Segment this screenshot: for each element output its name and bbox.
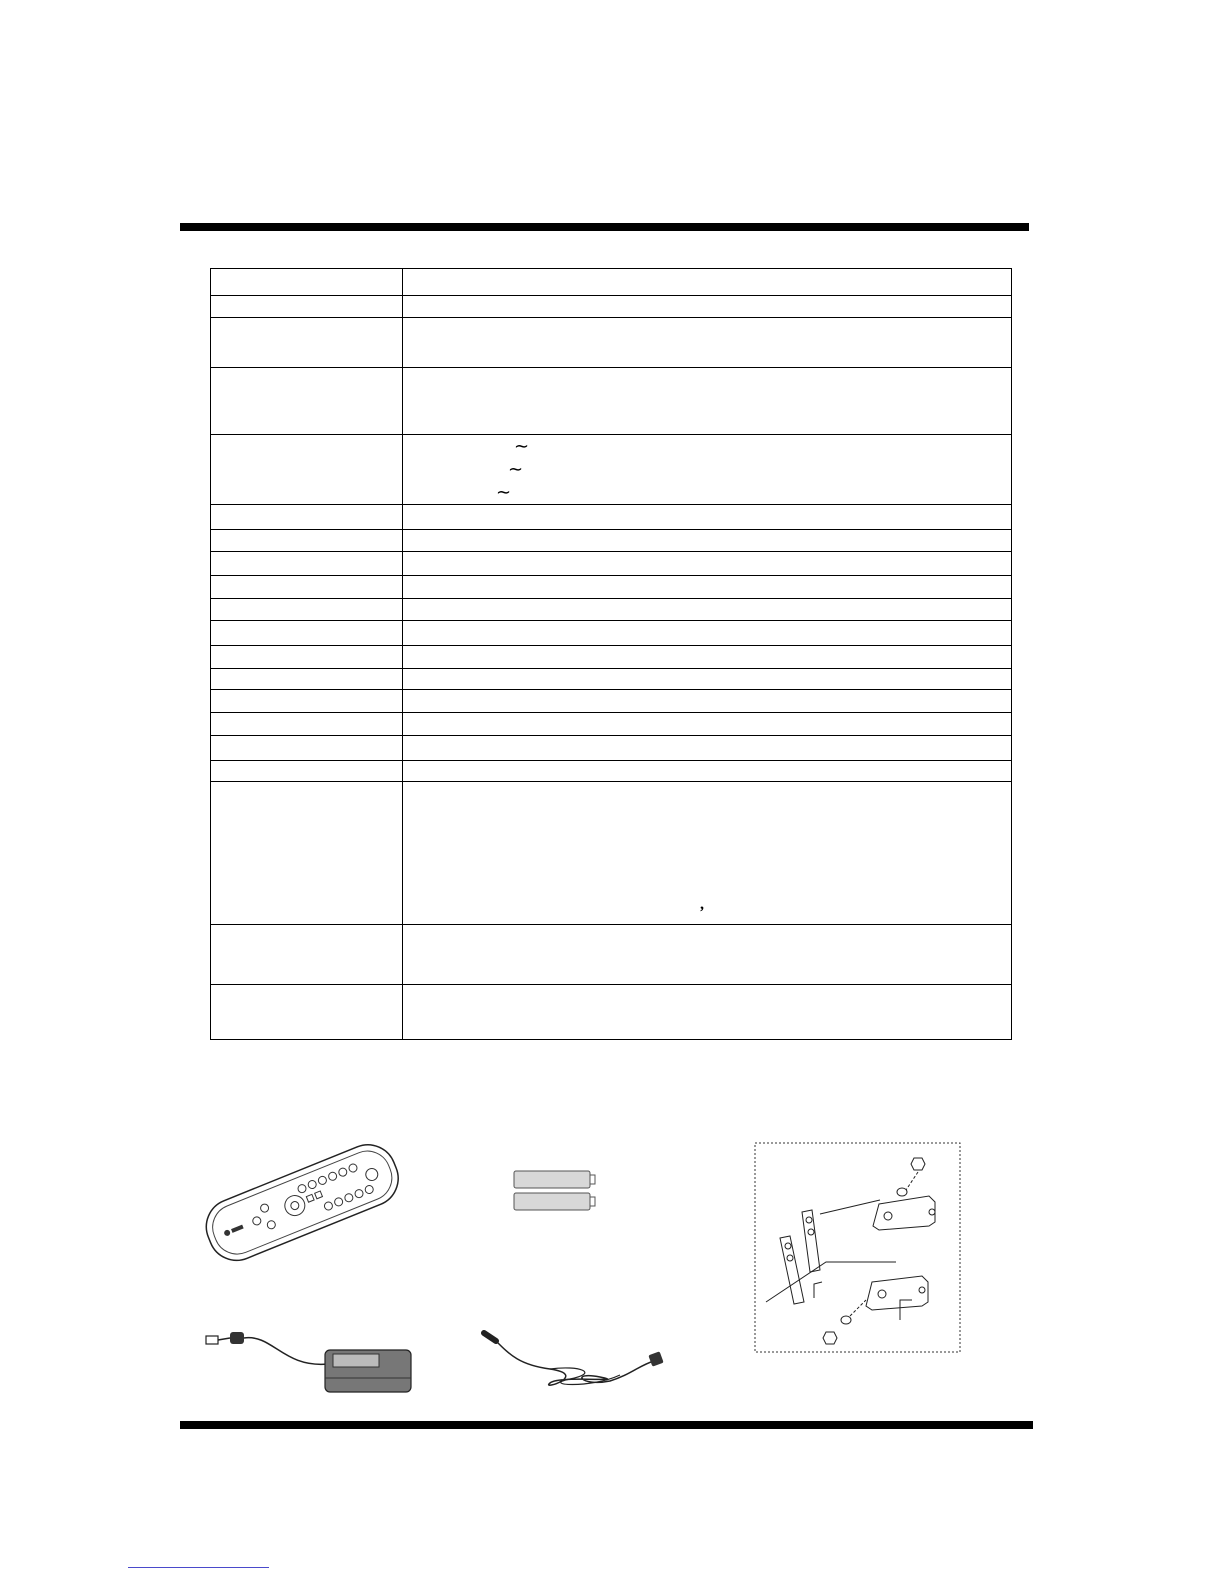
spec-label	[211, 761, 403, 782]
spec-value	[403, 646, 1012, 669]
spec-label	[211, 690, 403, 713]
table-row	[211, 761, 1012, 782]
tilde-mark: ∼	[508, 459, 524, 479]
spec-label	[211, 318, 403, 368]
spec-label	[211, 736, 403, 761]
specifications-table	[210, 268, 1012, 1040]
tilde-mark: ∼	[496, 482, 512, 502]
spec-value	[403, 713, 1012, 736]
table-row	[211, 368, 1012, 435]
spec-label	[211, 576, 403, 599]
table-row	[211, 296, 1012, 318]
table-row	[211, 505, 1012, 530]
power-cord-icon	[480, 1325, 666, 1393]
spec-label	[211, 985, 403, 1040]
table-row	[211, 690, 1012, 713]
spec-value	[403, 690, 1012, 713]
spec-value	[403, 985, 1012, 1040]
spec-value	[403, 269, 1012, 296]
table-row	[211, 736, 1012, 761]
link-underline	[128, 1567, 269, 1568]
spec-value	[403, 552, 1012, 576]
table-row	[211, 435, 1012, 505]
spec-label	[211, 646, 403, 669]
table-row	[211, 713, 1012, 736]
spec-value	[403, 925, 1012, 985]
spec-value	[403, 599, 1012, 621]
spec-label	[211, 621, 403, 646]
mounting-bracket-icon	[754, 1142, 962, 1354]
table-row	[211, 269, 1012, 296]
table-row	[211, 985, 1012, 1040]
spec-label	[211, 435, 403, 505]
table-row	[211, 576, 1012, 599]
spec-label	[211, 925, 403, 985]
spec-value	[403, 576, 1012, 599]
spec-value	[403, 435, 1012, 505]
spec-label	[211, 669, 403, 690]
power-adapter-icon	[203, 1328, 415, 1398]
spec-label	[211, 552, 403, 576]
table-row	[211, 621, 1012, 646]
comma-mark: ,	[700, 896, 704, 913]
spec-value	[403, 318, 1012, 368]
spec-label	[211, 530, 403, 552]
table-row	[211, 530, 1012, 552]
spec-label	[211, 368, 403, 435]
table-row	[211, 925, 1012, 985]
spec-value	[403, 505, 1012, 530]
table-row	[211, 318, 1012, 368]
spec-value	[403, 530, 1012, 552]
table-row	[211, 782, 1012, 925]
table-row	[211, 599, 1012, 621]
spec-label	[211, 505, 403, 530]
spec-value	[403, 368, 1012, 435]
bottom-rule	[180, 1421, 1033, 1429]
spec-value	[403, 621, 1012, 646]
remote-control-icon	[195, 1130, 405, 1265]
battery-icon	[510, 1168, 600, 1214]
spec-value	[403, 782, 1012, 925]
spec-label	[211, 599, 403, 621]
tilde-mark: ∼	[514, 436, 530, 456]
spec-value	[403, 736, 1012, 761]
table-row	[211, 552, 1012, 576]
table-row	[211, 646, 1012, 669]
spec-label	[211, 713, 403, 736]
spec-label	[211, 296, 403, 318]
table-row	[211, 669, 1012, 690]
top-rule	[180, 223, 1029, 231]
spec-value	[403, 296, 1012, 318]
spec-value	[403, 669, 1012, 690]
spec-label	[211, 782, 403, 925]
spec-label	[211, 269, 403, 296]
spec-value	[403, 761, 1012, 782]
